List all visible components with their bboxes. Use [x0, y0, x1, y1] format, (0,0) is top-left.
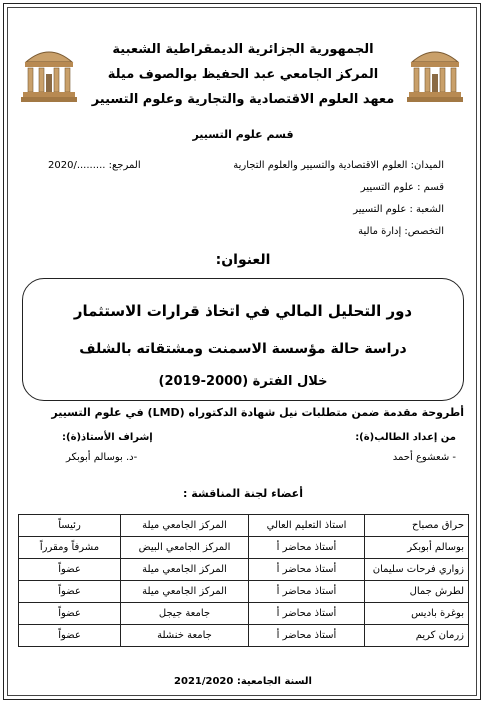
meta-department: قسم : علوم التسيير: [360, 182, 444, 193]
member-rank: أستاذ محاضر أ: [249, 603, 365, 625]
committee-table: [18, 514, 469, 647]
committee-label: أعضاء لجنة المناقشة :: [183, 487, 303, 500]
department-title: قسم علوم التسيير: [192, 128, 294, 141]
table-row: [19, 625, 469, 647]
member-rank: استاذ التعليم العالي: [249, 515, 365, 537]
member-role: عضواً: [19, 603, 121, 625]
member-rank: أستاذ محاضر أ: [249, 625, 365, 647]
member-name: حراق مصباح: [365, 515, 469, 537]
member-role: عضواً: [19, 625, 121, 647]
meta-branch: الشعبة : علوم التسيير: [353, 204, 444, 215]
member-role: عضواً: [19, 581, 121, 603]
member-institution: المركز الجامعي ميلة: [121, 559, 249, 581]
supervisor-name: -د. بوسالم أبوبكر: [66, 452, 138, 463]
title-label: العنوان:: [215, 252, 271, 268]
meta-reference: المرجع: ........./2020: [48, 160, 141, 171]
meta-specialty: التخصص: إدارة مالية: [358, 226, 444, 237]
table-row: [19, 581, 469, 603]
member-rank: أستاذ محاضر أ: [249, 537, 365, 559]
member-role: مشرفاً ومقرراً: [19, 537, 121, 559]
member-name: لطرش جمال: [365, 581, 469, 603]
member-name: زواري فرحات سليمان: [365, 559, 469, 581]
table-row: [19, 559, 469, 581]
header-university: المركز الجامعي عبد الحفيظ بوالصوف ميلة: [107, 67, 379, 82]
academic-year: السنة الجامعية: 2021/2020: [174, 676, 312, 687]
member-role: رئيساً: [19, 515, 121, 537]
member-institution: المركز الجامعي ميلة: [121, 515, 249, 537]
table-row: [19, 603, 469, 625]
member-institution: المركز الجامعي البيض: [121, 537, 249, 559]
member-name: بوغرة باديس: [365, 603, 469, 625]
member-institution: المركز الجامعي ميلة: [121, 581, 249, 603]
submission-statement: أطروحة مقدمة ضمن متطلبات نيل شهادة الدكتوراه (LMD) في علوم التسيير: [51, 406, 464, 419]
header-institute: معهد العلوم الاقتصادية والتجارية وعلوم التسيير: [91, 92, 395, 107]
prepared-by-label: من إعداد الطالب(ة):: [355, 432, 456, 443]
thesis-period: خلال الفترة (2000-2019): [158, 374, 328, 389]
table-row: [19, 537, 469, 559]
table-row: [19, 515, 469, 537]
member-rank: أستاذ محاضر أ: [249, 559, 365, 581]
member-institution: جامعة جيجل: [121, 603, 249, 625]
supervisor-label: إشراف الأستاذ(ة):: [62, 432, 153, 443]
thesis-subtitle: دراسة حالة مؤسسة الاسمنت ومشتقاته بالشلف: [79, 341, 407, 357]
student-name: - شعشوع أحمد: [392, 452, 456, 463]
meta-field: الميدان: العلوم الاقتصادية والتسيير والعلوم التجارية: [233, 160, 444, 171]
member-name: بوسالم أبوبكر: [365, 537, 469, 559]
header-republic: الجمهورية الجزائرية الديمقراطية الشعبية: [112, 42, 374, 57]
member-role: عضواً: [19, 559, 121, 581]
member-name: زرمان كريم: [365, 625, 469, 647]
thesis-title: دور التحليل المالي في اتخاذ قرارات الاستثمار: [73, 302, 413, 320]
member-rank: أستاذ محاضر أ: [249, 581, 365, 603]
member-institution: جامعة خنشلة: [121, 625, 249, 647]
